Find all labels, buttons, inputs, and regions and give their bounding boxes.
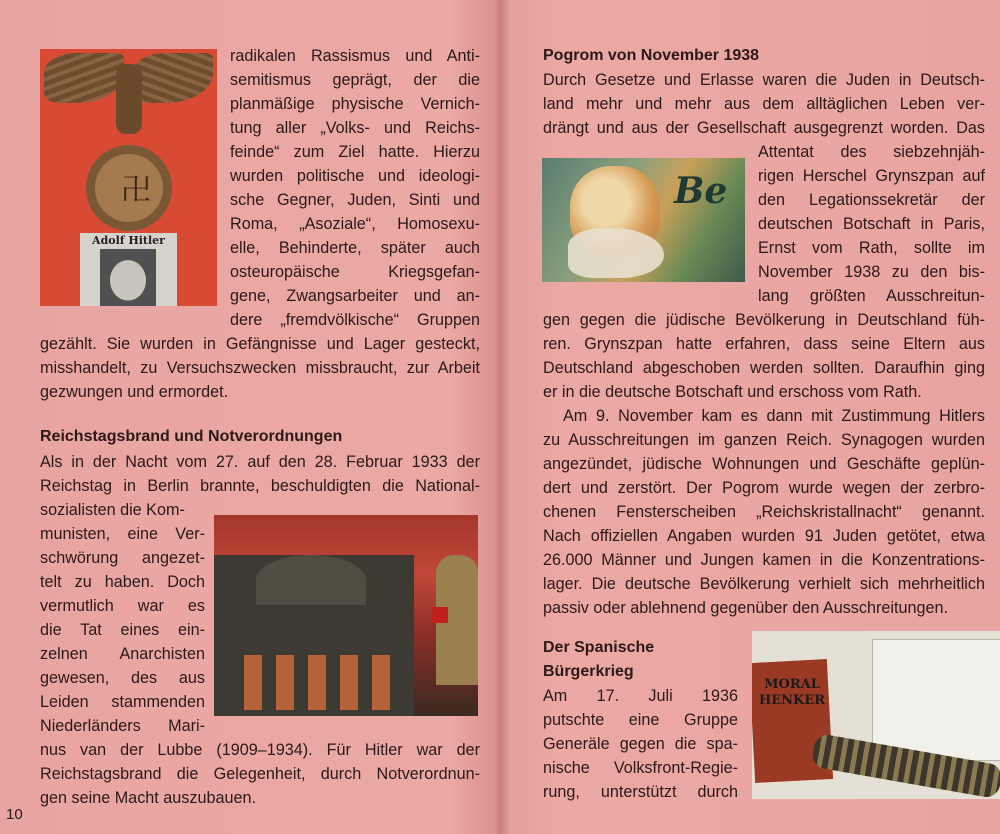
- reichstag-building: [214, 555, 414, 716]
- text-line: Durch Gesetze und Erlasse waren die Juden in Deutsch-: [543, 71, 985, 89]
- text-line: passiv oder ablehnend gegenüber den Ausschreitungen.: [543, 599, 948, 617]
- text-line: feinde“ zum Ziel hatte. Hierzu: [230, 143, 480, 161]
- text-line: nische Volksfront-Regie-: [543, 759, 738, 777]
- text-line: semitismus geprägt, der die: [230, 71, 480, 89]
- heading-pogrom: Pogrom von November 1938: [543, 47, 760, 64]
- window: [372, 655, 390, 710]
- torn-fabric: [568, 228, 664, 278]
- book-title: MORAL HENKER: [758, 677, 826, 708]
- text-line: rung, unterstützt durch: [543, 783, 738, 801]
- text-line: Attentat des siebzehnjäh-: [758, 143, 985, 161]
- text-line: den Legationssekretär der: [758, 191, 985, 209]
- heading-spanish-civil-war-line1: Der Spanische: [543, 639, 655, 656]
- text-line: dere „fremdvölkische“ Gruppen: [230, 311, 480, 329]
- text-line: Leiden stammenden: [40, 693, 205, 711]
- eagle-right-wing: [133, 53, 213, 103]
- text-line: Reichstagsbrand die Gelegenheit, durch Notverordnun-: [40, 765, 480, 783]
- text-line: gezählt. Sie wurden in Gefängnisse und Lager gesteckt,: [40, 335, 480, 353]
- text-line: gezwungen und ermordet.: [40, 383, 229, 401]
- text-line: dert und zerstört. Der Pogrom wurde wegen der zerbro-: [543, 479, 985, 497]
- text-line: Deutschland abgeschoben werden sollten. Daraufhin ging: [543, 359, 985, 377]
- text-line: land mehr und mehr aus dem alltäglichen Leben ver-: [543, 95, 985, 113]
- text-line: lang größten Ausschreitun-: [758, 287, 985, 305]
- text-line: Reichstag in Berlin brannte, beschuldigten die National-: [40, 477, 480, 495]
- fraktur-letters: Be: [674, 170, 728, 212]
- swastika-symbol: 卍: [121, 174, 151, 207]
- text-line: tung aller „Volks- und Reichs-: [230, 119, 480, 137]
- wreath-ring: [86, 145, 172, 231]
- text-line: nus van der Lubbe (1909–1934). Für Hitler war der: [40, 741, 480, 759]
- text-line: Roma, „Asoziale“, Homosexu-: [230, 215, 480, 233]
- reichstag-fire-photo: [214, 515, 478, 716]
- portrait-face: [100, 249, 156, 306]
- text-line: 26.000 Männer und Jungen kamen in die Konzentrations-: [543, 551, 985, 569]
- section-heading: Reichstagsbrand und Notverordnungen: [40, 428, 343, 445]
- text-line: gen seine Macht auszubauen.: [40, 789, 256, 807]
- text-line: gene, Zwangsarbeiter und an-: [230, 287, 480, 305]
- text-line: munisten, eine Ver-: [40, 525, 205, 543]
- window: [340, 655, 358, 710]
- text-line: Als in der Nacht vom 27. auf den 28. Februar 1933 der: [40, 453, 480, 471]
- hitler-poster: [80, 233, 177, 306]
- text-line: Niederländers Mari-: [40, 717, 205, 735]
- text-line: elle, Behinderte, später auch: [230, 239, 480, 257]
- text-line: er in die deutsche Botschaft und erschoss vom Rath.: [543, 383, 922, 401]
- window: [244, 655, 262, 710]
- text-line: radikalen Rassismus und Anti-: [230, 47, 480, 65]
- text-line: sche Gegner, Juden, Sinti und: [230, 191, 480, 209]
- text-line: misshandelt, zu Versuchszwecken missbraucht, zur Arbeit: [40, 359, 480, 377]
- text-line: Nach offiziellen Angaben wurden 91 Juden getötet, etwa: [543, 527, 985, 545]
- text-line: schwörung angezet-: [40, 549, 205, 567]
- poster-caption: Adolf Hitler: [92, 234, 165, 247]
- burned-synagogue-object-photo: [542, 158, 745, 282]
- text-line: Ernst vom Rath, sollte im: [758, 239, 985, 257]
- text-line: gewesen, des aus: [40, 669, 205, 687]
- text-line: telt zu haben. Doch: [40, 573, 205, 591]
- text-line: lager. Die deutsche Bevölkerung verhielt sich mehrheitlich: [543, 575, 985, 593]
- eagle-left-wing: [44, 53, 124, 103]
- text-line: sozialisten die Kom-: [40, 501, 185, 519]
- window: [276, 655, 294, 710]
- text-line: zu Ausschreitungen im ganzen Reich. Synagogen wurden: [543, 431, 985, 449]
- text-line: chenen Fensterscheiben „Reichskristallnacht“ genannt.: [543, 503, 985, 521]
- text-line: drängt und aus der Gesellschaft ausgegrenzt worden. Das: [543, 119, 985, 137]
- armband: [432, 607, 448, 623]
- page-number: 10: [6, 806, 23, 823]
- text-line: planmäßige physische Vernich-: [230, 95, 480, 113]
- text-line: vermutlich war es: [40, 597, 205, 615]
- old-map: [872, 639, 1000, 761]
- text-line: die Tat eines ein-: [40, 621, 205, 639]
- text-line: wurden politische und ideologi-: [230, 167, 480, 185]
- text-line: zelnen Anarchisten: [40, 645, 205, 663]
- text-line: Generäle gegen die spa-: [543, 735, 738, 753]
- spanish-civil-war-items-photo: [752, 631, 1000, 799]
- text-line: angezündet, jüdische Wohnungen und Geschäfte geplün-: [543, 455, 985, 473]
- reichstag-dome: [256, 555, 366, 605]
- eagle-body: [116, 64, 142, 134]
- text-line: November 1938 zu den bis-: [758, 263, 985, 281]
- text-line: rigen Herschel Grynszpan auf: [758, 167, 985, 185]
- window: [308, 655, 326, 710]
- text-line: osteuropäische Kriegsgefan-: [230, 263, 480, 281]
- text-line: putschte eine Gruppe: [543, 711, 738, 729]
- heading-spanish-civil-war-line2: Bürgerkrieg: [543, 663, 634, 680]
- eagle-swastika-photo: [40, 49, 217, 306]
- text-line: deutschen Botschaft in Paris,: [758, 215, 985, 233]
- text-line: Am 9. November kam es dann mit Zustimmung Hitlers: [563, 407, 985, 425]
- text-line: gen gegen die jüdische Bevölkerung in Deutschland füh-: [543, 311, 985, 329]
- text-line: ren. Grynszpan hatte erfahren, dass seine Eltern aus: [543, 335, 985, 353]
- text-line: Am 17. Juli 1936: [543, 687, 738, 705]
